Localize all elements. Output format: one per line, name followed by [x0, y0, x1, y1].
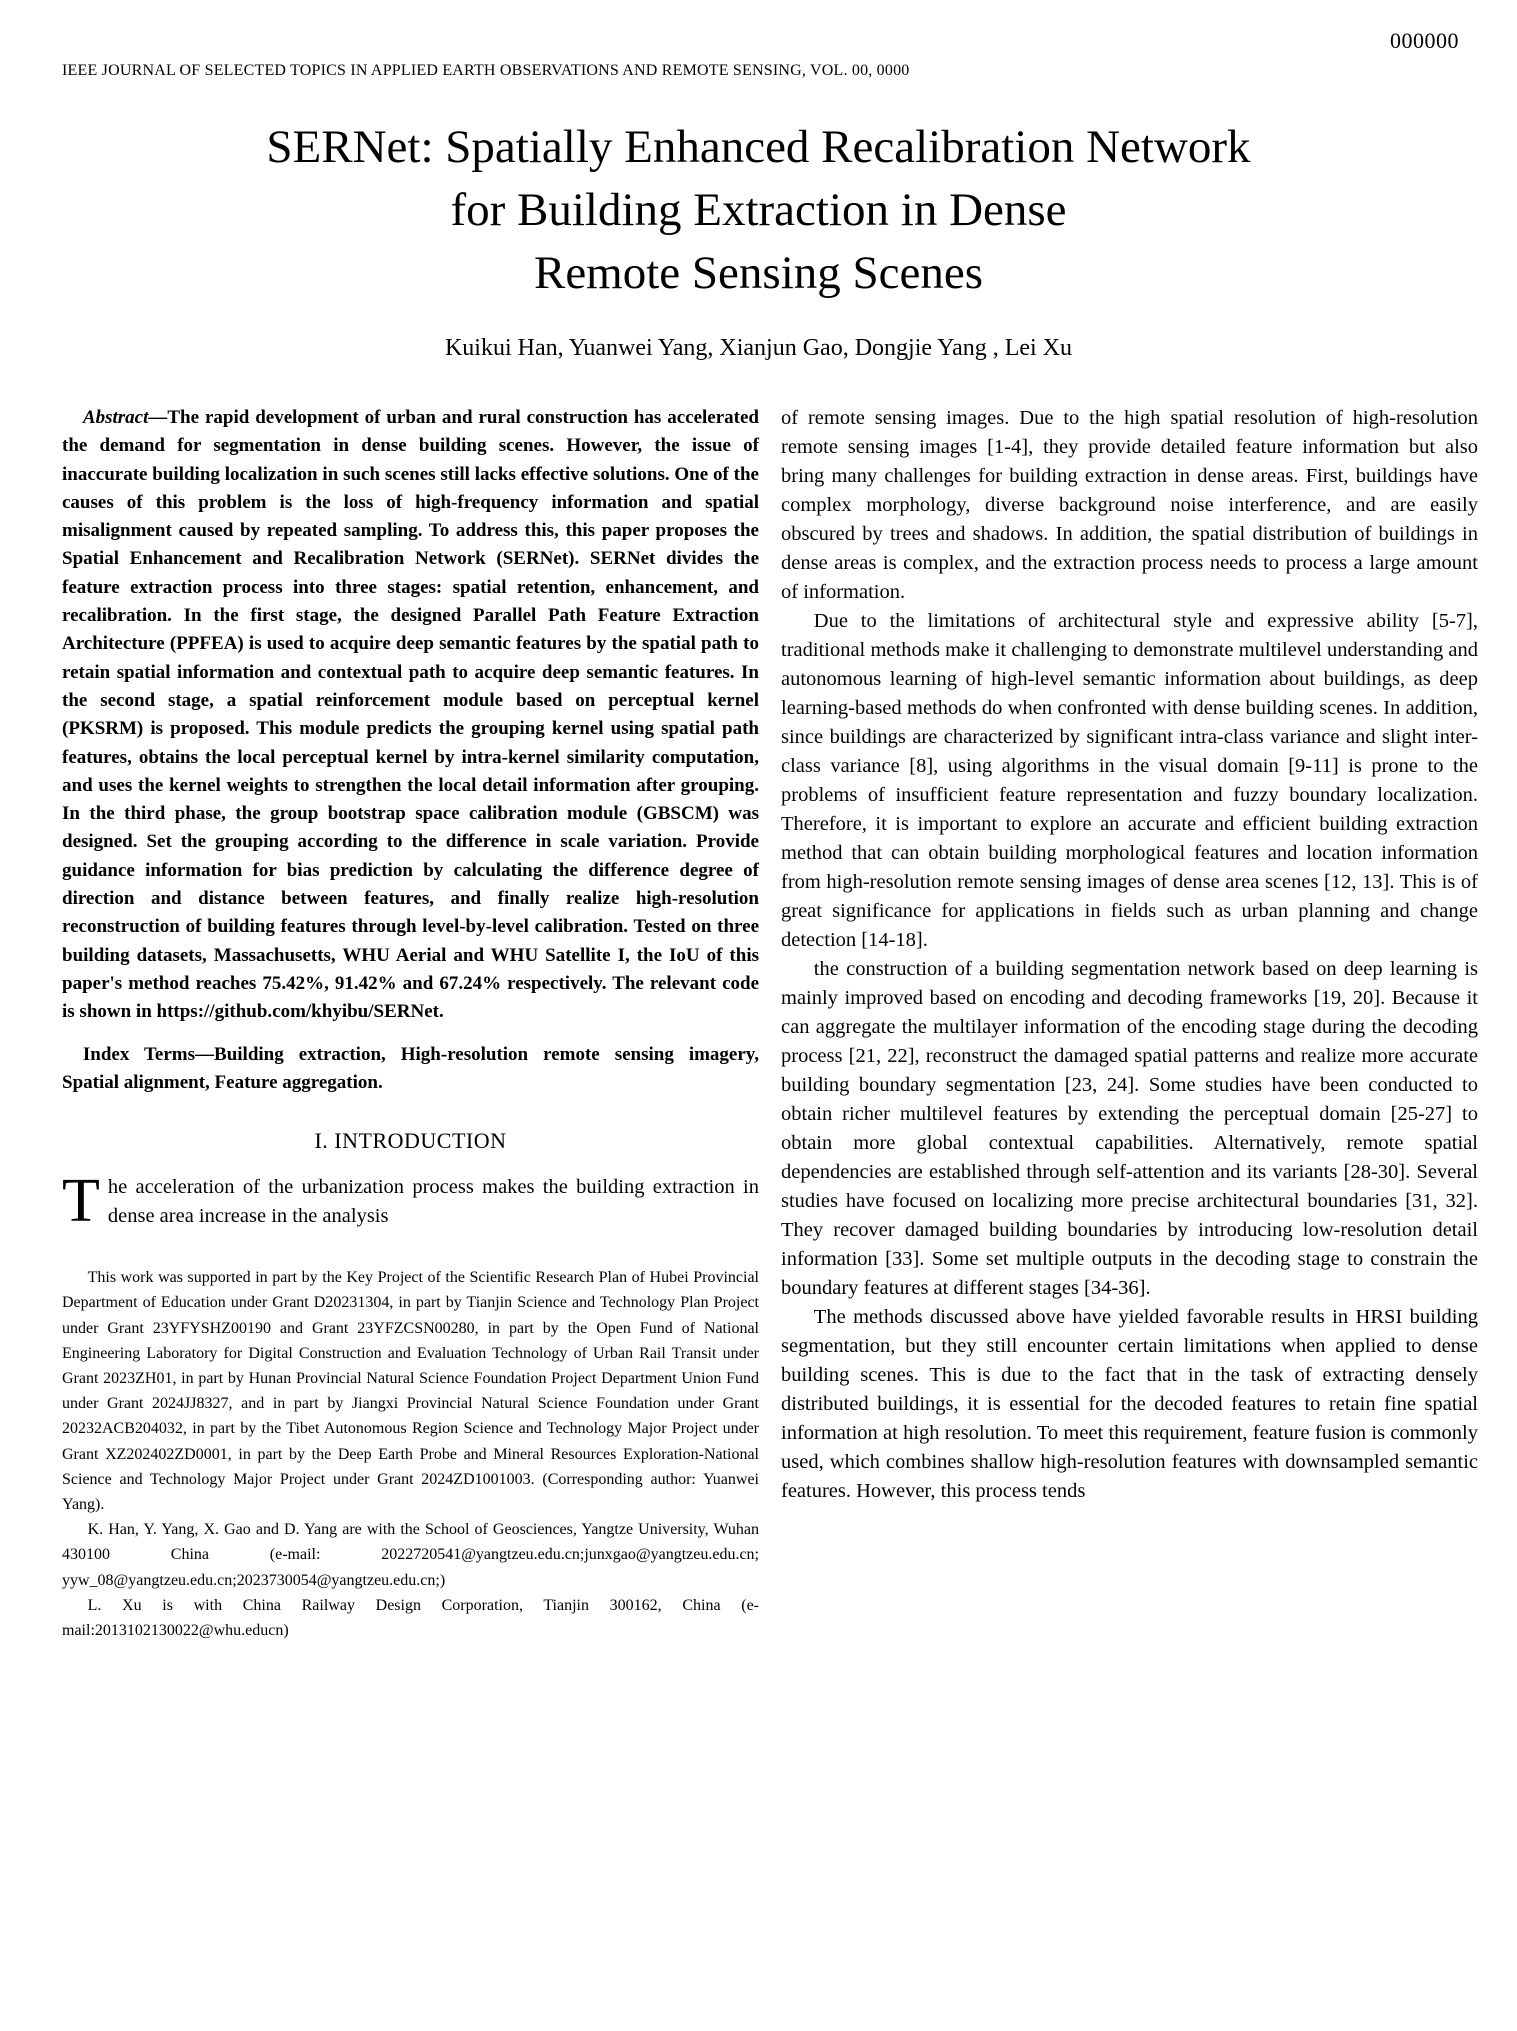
body-paragraph: of remote sensing images. Due to the high spatial resolution of high-resolution remote sensing images [1-4], they provide detailed feature information but also bring many challenges for building extraction in dense areas. First, buildings have complex morphology, diverse background noise interference, and are easily obscured by trees and shadows. In addition, the spatial distribution of buildings in dense areas is complex, and the extraction process needs to process a large amount of information.: [781, 407, 1478, 603]
footnote-affiliation-1: K. Han, Y. Yang, X. Gao and D. Yang are with the School of Geosciences, Yangtze University, Wuhan 430100 China (e-mail: 2022720541@yangtzeu.edu.cn;junxgao@yangtzeu.edu.cn; yyw_08@yangtzeu.edu.cn;2023730054@yangtzeu.edu.cn;): [62, 1521, 759, 1589]
paper-title: [0, 0, 1517, 305]
title-line-3: Remote Sensing Scenes: [533, 247, 984, 299]
page-number: 000000: [1390, 28, 1459, 53]
introduction-first-paragraph-text: he acceleration of the urbanization process makes the building extraction in dense area increase in the analysis: [107, 1176, 759, 1228]
index-terms-text: Building extraction, High-resolution remote sensing imagery, Spatial alignment, Feature aggregation.: [62, 1043, 759, 1093]
footnote-affiliation-2: L. Xu is with China Railway Design Corporation, Tianjin 300162, China (e-mail:2013102130022@whu.educn): [62, 1596, 759, 1639]
index-terms-paragraph: [62, 1041, 759, 1098]
introduction-first-paragraph: [62, 1167, 759, 1236]
body-paragraph: the construction of a building segmentation network based on deep learning is mainly improved based on encoding and decoding frameworks [19, 20]. Because it can aggregate the multilayer information of the encoding stage during the decoding process [21, 22], reconstruct the damaged spatial patterns and realize more accurate building boundary segmentation [23, 24]. Some studies have been conducted to obtain richer multilevel features by extending the perceptual domain [25-27] to obtain more global contextual capabilities. Alternatively, remote spatial dependencies are established through self-attention and its variants [28-30]. Several studies have focused on localizing more precise architectural boundaries [31, 32]. They recover damaged building boundaries by introducing low-resolution detail information [33]. Some set multiple outputs in the decoding stage to constrain the boundary features at different stages [34-36].: [781, 958, 1478, 1299]
dropcap-letter: T: [62, 1167, 100, 1236]
section-heading-introduction: I. INTRODUCTION: [314, 1128, 507, 1154]
index-terms-label: Index Terms—: [82, 1043, 215, 1065]
authors-line: Kuikui Han, Yuanwei Yang, Xianjun Gao, Dongjie Yang , Lei Xu: [444, 335, 1073, 361]
title-line-2: for Building Extraction in Dense: [450, 184, 1067, 236]
abstract-paragraph: [62, 404, 759, 1027]
title-line-1: SERNet: Spatially Enhanced Recalibration Network: [266, 121, 1251, 173]
body-paragraph: The methods discussed above have yielded favorable results in HRSI building segmentation, but they still encounter certain limitations when applied to dense building scenes. This is due to the fact that in the task of extracting densely distributed buildings, it is essential for the decoded features to retain fine spatial information at high resolution. To meet this requirement, feature fusion is commonly used, which combines shallow high-resolution features with downsampled semantic features. However, this process tends: [781, 1306, 1478, 1502]
left-column: [62, 404, 759, 1643]
abstract-label: Abstract—: [82, 407, 168, 428]
right-column: [781, 404, 1478, 1643]
running-head: IEEE JOURNAL OF SELECTED TOPICS IN APPLIED EARTH OBSERVATIONS AND REMOTE SENSING, VOL. 00, 0000: [62, 62, 910, 79]
footnote-funding: This work was supported in part by the Key Project of the Scientific Research Plan of Hubei Provincial Department of Education under Grant D20231304, in part by Tianjin Science and Technology Plan Project under Grant 23YFYSHZ00190 and Grant 23YFZCSN00280, in part by the Open Fund of National Engineering Laboratory for Digital Construction and Evaluation Technology of Urban Rail Transit under Grant 2023ZH01, in part by Hunan Provincial Natural Science Foundation Project Department Union Fund under Grant 2024JJ8327, and in part by Jiangxi Provincial Natural Science Foundation under Grant 20232ACB204032, in part by the Tibet Autonomous Region Science and Technology Major Project under Grant XZ202402ZD0001, in part by the Deep Earth Probe and Mineral Resources Exploration-National Science and Technology Major Project under Grant 2024ZD1001003. (Corresponding author: Yuanwei Yang).: [62, 1269, 759, 1513]
two-column-body: [62, 404, 1478, 1643]
abstract-text: The rapid development of urban and rural construction has accelerated the demand for segmentation in dense building scenes. However, the issue of inaccurate building localization in such scenes still lacks effective solutions. One of the causes of this problem is the loss of high-frequency information and spatial misalignment caused by repeated sampling. To address this, this paper proposes the Spatial Enhancement and Recalibration Network (SERNet). SERNet divides the feature extraction process into three stages: spatial retention, enhancement, and recalibration. In the first stage, the designed Parallel Path Feature Extraction Architecture (PPFEA) is used to acquire deep semantic features by the spatial path to retain spatial information and contextual path to acquire deep semantic features. In the second stage, a spatial reinforcement module based on perceptual kernel (PKSRM) is proposed. This module predicts the grouping kernel using spatial path features, obtains the local perceptual kernel by intra-kernel similarity computation, and uses the kernel weights to strengthen the local detail information after grouping. In the third phase, the group bootstrap space calibration module (GBSCM) was designed. Set the grouping according to the difference in scale variation. Provide guidance information for bias prediction by calculating the difference degree of direction and distance between features, and finally realize high-resolution reconstruction of building features through level-by-level calibration. Tested on three building datasets, Massachusetts, WHU Aerial and WHU Satellite I, the IoU of this paper's method reaches 75.42%, 91.42% and 67.24% respectively. The relevant code is shown in https://github.com/khyibu/SERNet.: [62, 407, 759, 1023]
footnote-block: [62, 1265, 759, 1643]
body-paragraph: Due to the limitations of architectural style and expressive ability [5-7], traditional methods make it challenging to demonstrate multilevel understanding and autonomous learning of high-level semantic information about buildings, as deep learning-based methods do when confronted with dense building scenes. In addition, since buildings are characterized by significant intra-class variance and slight inter-class variance [8], using algorithms in the visual domain [9-11] is prone to the problems of insufficient feature representation and fuzzy boundary localization. Therefore, it is important to explore an accurate and efficient building extraction method that can obtain building morphological features and location information from high-resolution remote sensing images of dense area scenes [12, 13]. This is of great significance for applications in fields such as urban planning and change detection [14-18].: [781, 610, 1478, 951]
